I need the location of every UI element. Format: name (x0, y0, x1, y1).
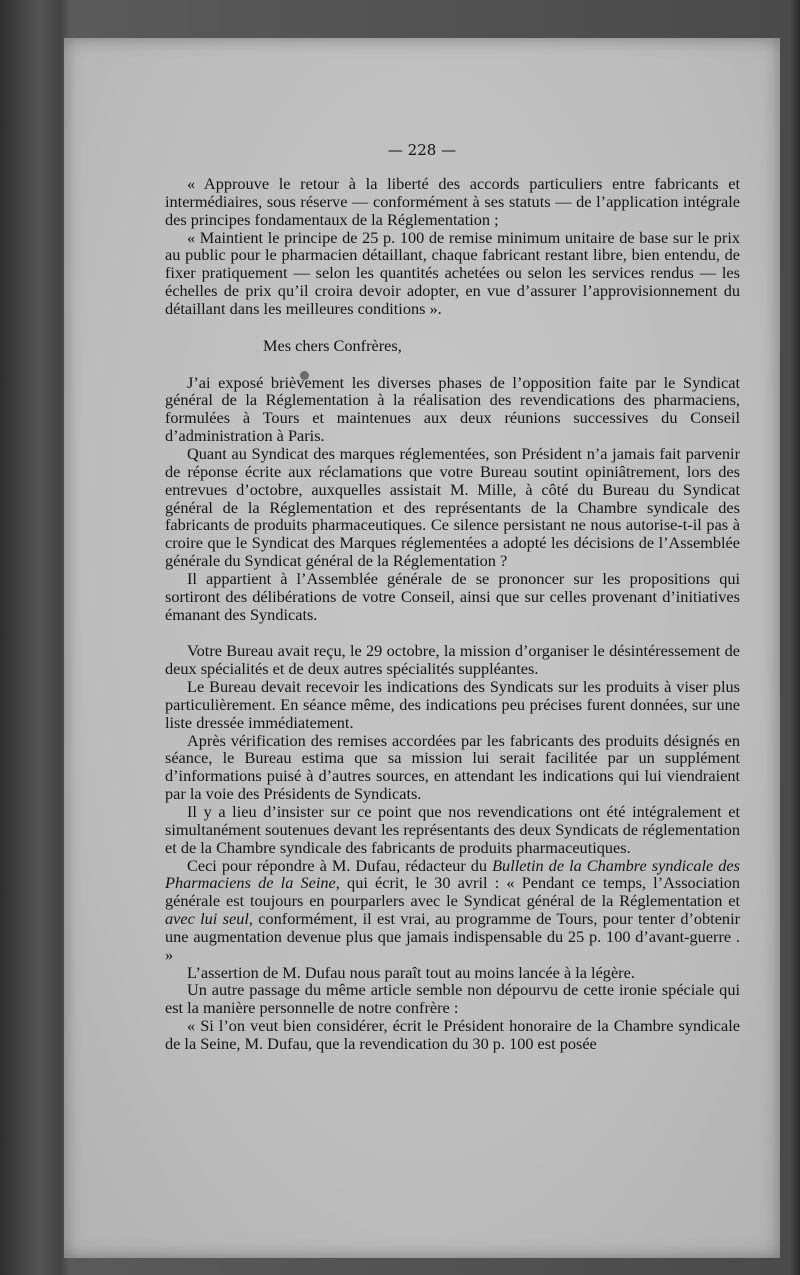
resolution-paragraph-1: « Approuve le retour à la liberté des accords particuliers entre fabricants et intermédiaires, sous réserve — conformément à ses statuts — de l’application intégrale des principes fondamentaux de la Réglementation ; (165, 174, 740, 229)
bulletin-title: Bulletin de la Chambre syndicale des Pharmaciens de la Seine (165, 855, 740, 893)
paragraph-assemblee: Il appartient à l’Assemblée générale de se prononcer sur les propositions qui sortiront des délibérations de votre Conseil, ainsi que sur celles provenant d’initiatives émanant des Syndicats. (165, 568, 740, 624)
dufau-emphasis: avec lui seul (165, 909, 249, 929)
paragraph-quote-start: « Si l’on veut bien considérer, écrit le Président honoraire de la Chambre syndicale de la Seine, M. Dufau, que la revendication du 30 p. 100 est posée (165, 1016, 740, 1053)
paragraph-marques: Quant au Syndicat des marques réglementées, son Président n’a jamais fait parvenir de réponse écrite aux réclamations que votre Bureau soutint opiniâtrement, lors des entrevues d’octobre, auxquelles assistait M. Mille, à côté du Bureau du Syndicat général de la Réglementation et des représentants de la Chambre syndicale des fabricants de produits pharmaceutiques. Ce silence persistant ne nous autorise-t-il pas à croire que le Syndicat des Marques réglementées a adopté les décisions de l’Assemblée générale du Syndicat général de la Réglementation ? (165, 443, 740, 571)
body-text (165, 175, 740, 1053)
page-number: — 228 — (387, 141, 457, 159)
paragraph-verification: Après vérification des remises accordées par les fabricants des produits désignés en séance, le Bureau estima que sa mission lui serait facilitée par un supplément d’informations puisé à d’autres sources, en attendant les indications qui lui viendraient par la voie des Présidents de Syndicats. (165, 730, 740, 804)
paragraph-dufau (165, 857, 740, 964)
dufau-text-1: Ceci pour répondre à M. Dufau, rédacteur du (187, 855, 493, 875)
dufau-text-3: , conformément, il est vrai, au programme de Tours, pour tenter d’obtenir une augmentation devenue plus que jamais indispensable du 25 p. 100 d’avant-guerre . » (165, 909, 741, 964)
paragraph-bureau-indications: Le Bureau devait recevoir les indications des Syndicats sur les produits à viser plus particulièrement. En séance même, des indications peu précises furent données, sur une liste dressée immédiatement. (165, 677, 740, 732)
paragraph-assertion: L’assertion de M. Dufau nous paraît tout au moins lancée à la légère. (187, 962, 635, 982)
paragraph-bureau-mission: Votre Bureau avait reçu, le 29 octobre, la mission d’organiser le désintéressement de deux spécialités et de deux autres spécialités suppléantes. (165, 641, 740, 679)
dufau-text-2: , qui écrit, le 30 avril : « Pendant ce temps, l’Association générale est toujours en pourparlers avec le Syndicat général de la Réglementation et (165, 873, 741, 911)
salutation: Mes chers Confrères, (263, 335, 402, 355)
paragraph-insister: Il y a lieu d’insister sur ce point que nos revendications ont été intégralement et simultanément soutenues devant les représentants des deux Syndicats de réglementation et de la Chambre syndicale des fabricants de produits pharmaceutiques. (165, 802, 740, 857)
paragraph-opposition: J’ai exposé brièvement les diverses phases de l’opposition faite par le Syndicat général de la Réglementation à la réalisation des revendications des pharmaciens, formulées à Tours et maintenues aux deux réunions successives du Conseil d’administration à Paris. (165, 372, 740, 446)
resolution-paragraph-2: « Maintient le principe de 25 p. 100 de remise minimum unitaire de base sur le prix au public pour le pharmacien détaillant, chaque fabricant restant libre, bien entendu, de fixer pratiquement — selon les quantités achetées ou selon les services rendus — les échelles de prix qu’il croira devoir adopter, en vue d’assurer l’approvisionnement du détaillant dans les meilleures conditions ». (165, 227, 740, 318)
paragraph-autre-passage: Un autre passage du même article semble non dépourvu de cette ironie spéciale qui est la manière personnelle de notre confrère : (165, 980, 740, 1018)
